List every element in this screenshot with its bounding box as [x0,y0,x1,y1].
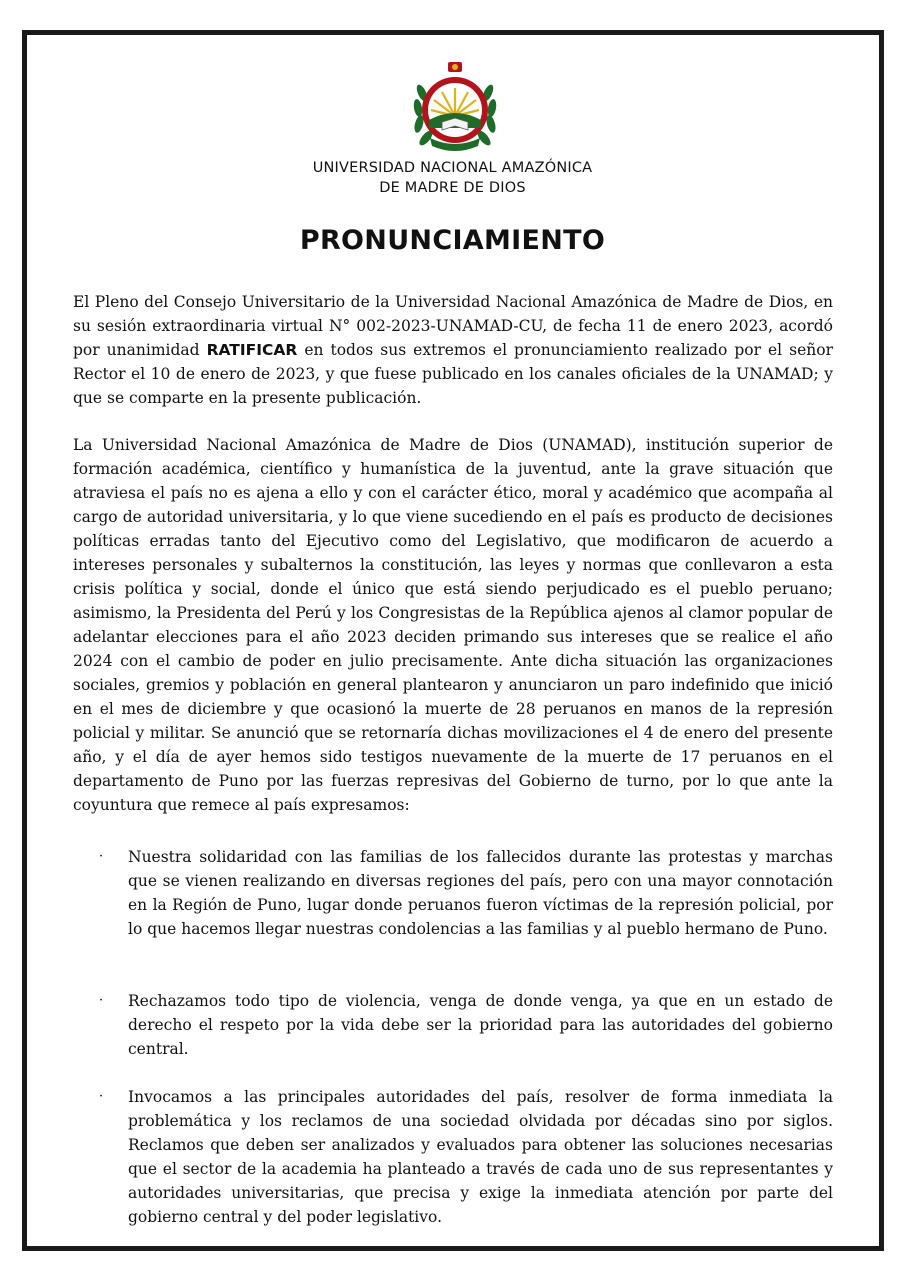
list-item-text: Rechazamos todo tipo de violencia, venga de donde venga, ya que en un estado de derecho el respeto por la vida debe ser la prioridad para las autoridades del gobierno central. [128,992,833,1058]
university-seal-icon [412,58,498,158]
ratificar-keyword: RATIFICAR [206,341,298,359]
document-title: PRONUNCIAMIENTO [299,225,606,256]
list-item [73,845,833,941]
list-item [73,989,833,1061]
university-name-line-2: DE MADRE DE DIOS [379,180,526,196]
university-name-line-1: UNIVERSIDAD NACIONAL AMAZÓNICA [312,160,593,176]
paragraph-statement: La Universidad Nacional Amazónica de Madre de Dios (UNAMAD), institución superior de formación académica, científico y humanística de la juventud, ante la grave situación que atraviesa el país no es ajena a ello y con el carácter ético, moral y académico que acompaña al cargo de autoridad universitaria, y lo que viene sucediendo en el país es producto de decisiones políticas erradas tanto del Ejecutivo como del Legislativo, que modificaron de acuerdo a intereses personales y subalternos la constitución, las leyes y normas que conllevaron a esta crisis política y social, donde el único que está siendo perjudicado es el pueblo peruano; asimismo, la Presidenta del Perú y los Congresistas de la República ajenos al clamor popular de adelantar elecciones para el año 2023 deciden primando sus intereses que se realice el año 2024 con el cambio de poder en julio precisamente. Ante dicha situación las organizaciones sociales, gremios y población en general plantearon y anunciaron un paro indefinido que inició en el mes de diciembre y que ocasionó la muerte de 28 peruanos en manos de la represión policial y militar. Se anunció que se retornaría dichas movilizaciones el 4 de enero del presente año, y el día de ayer hemos sido testigos nuevamente de la muerte de 17 peruanos en el departamento de Puno por las fuerzas represivas del Gobierno de turno, por lo que ante la coyuntura que remece al país expresamos: [73,436,833,814]
bullet-marker: · [99,1089,104,1104]
bullet-marker: · [99,849,104,864]
paragraph-ratification-end: en todos sus extremos el pronunciamiento realizado por el señor Rector el 10 de enero de 2023, y que fuese publicado en los canales oficiales de la UNAMAD; y que se comparte en la presente publicación. [73,341,833,407]
paragraph-ratification-start: El Pleno del Consejo Universitario de la Universidad Nacional Amazónica de Madre de Dios, en su sesión extraordinaria virtual N° 002-2023-UNAMAD-CU, de fecha 11 de enero 2023, acordó por unanimidad [73,293,833,359]
bullet-marker: · [99,993,104,1008]
list-item-text: Nuestra solidaridad con las familias de los fallecidos durante las protestas y marchas que se vienen realizando en diversas regiones del país, pero con una mayor connotación en la Región de Puno, lugar donde peruanos fueron víctimas de la represión policial, por lo que hacemos llegar nuestras condolencias a las familias y al pueblo hermano de Puno. [128,848,833,938]
list-item-text: Invocamos a las principales autoridades del país, resolver de forma inmediata la problemática y los reclamos de una sociedad olvidada por décadas sino por siglos. Reclamos que deben ser analizados y evaluados para obtener las soluciones necesarias que el sector de la academia ha planteado a través de cada uno de sus representantes y autoridades universitarias, que precisa y exige la inmediata atención por parte del gobierno central y del poder legislativo. [128,1088,833,1226]
list-item [73,1085,833,1229]
paragraph-ratification [73,290,833,410]
